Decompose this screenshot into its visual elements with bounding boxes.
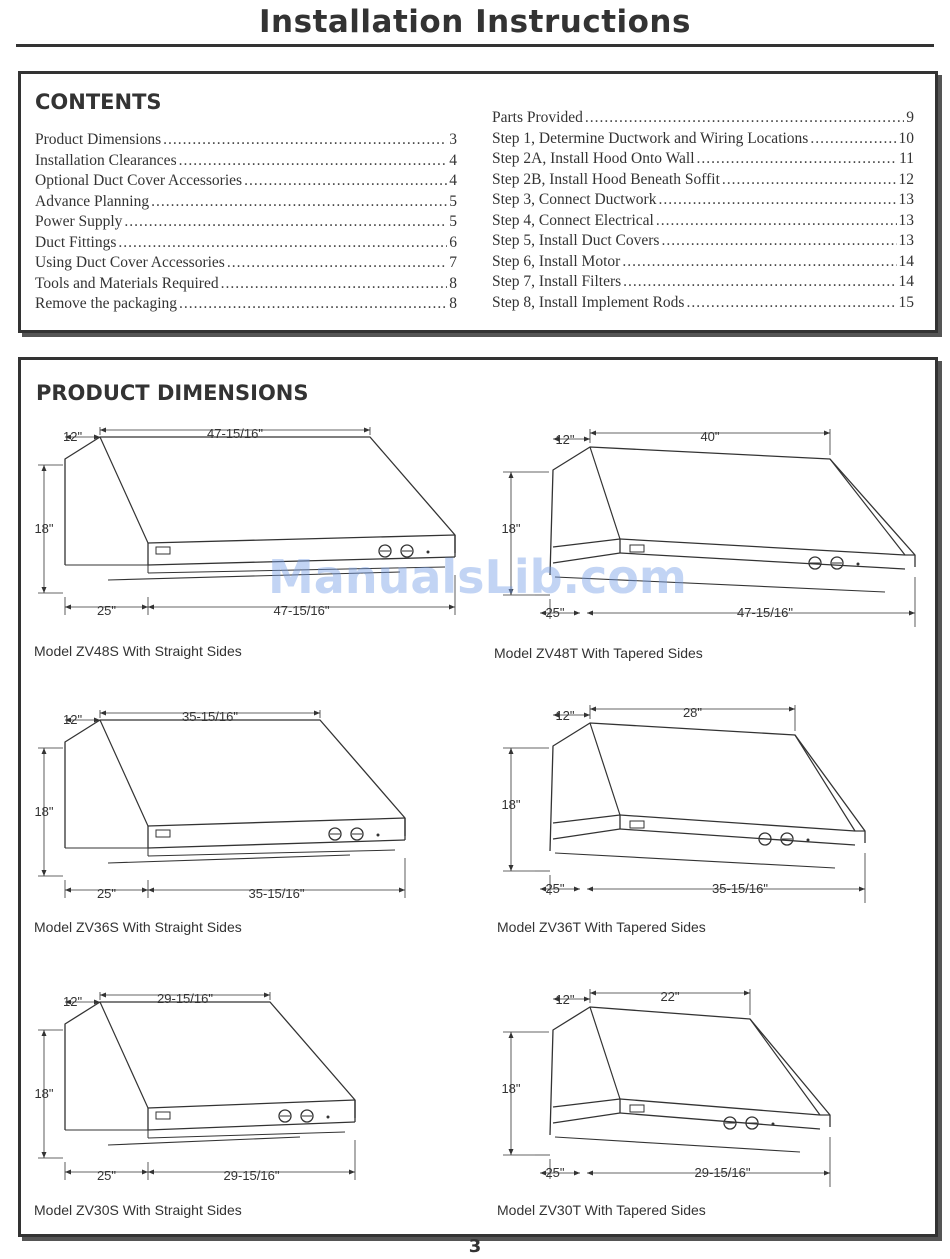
- page-number: 3: [468, 1236, 482, 1257]
- toc-item[interactable]: Advance Planning ..... 5: [35, 193, 457, 214]
- contents-box: [18, 71, 938, 333]
- dim-bottom-depth-line-arrow-right: [574, 611, 580, 616]
- dim-depth-label: 12": [555, 992, 575, 1007]
- toc-item[interactable]: Duct Fittings ..... 6: [35, 234, 457, 255]
- toc-item[interactable]: Step 8, Install Implement Rods ..... 15: [492, 294, 914, 315]
- toc-item[interactable]: Step 3, Connect Ductwork ..... 13: [492, 191, 914, 212]
- caption-zv30t: Model ZV30T With Tapered Sides: [497, 1202, 706, 1218]
- toc-item[interactable]: Step 5, Install Duct Covers ..... 13: [492, 232, 914, 253]
- dim-bottom-depth-line-arrow-right: [142, 1170, 148, 1175]
- hood-front-bottom: [148, 1122, 355, 1130]
- dim-bottom-width-label: 35-15/16": [248, 886, 305, 901]
- hood-edge: [100, 1002, 148, 1108]
- dim-height-line-arrow-top: [509, 1032, 514, 1038]
- dim-bottom-width-line-arrow-left: [148, 1170, 154, 1175]
- hood-edge-right: [795, 735, 855, 831]
- dim-bottom-width-line-arrow-left: [148, 888, 154, 893]
- caption-zv30s: Model ZV30S With Straight Sides: [34, 1202, 242, 1218]
- dim-bottom-depth-line-arrow-right: [142, 888, 148, 893]
- toc-item[interactable]: Step 7, Install Filters ..... 14: [492, 273, 914, 294]
- dim-height-label: 18": [501, 797, 521, 812]
- toc-item[interactable]: Power Supply ..... 5: [35, 213, 457, 234]
- dim-depth-line-arrow-right: [584, 997, 590, 1002]
- indicator-light: [327, 1116, 330, 1119]
- dim-height-line-arrow-top: [42, 748, 47, 754]
- caption-zv48t: Model ZV48T With Tapered Sides: [494, 645, 703, 661]
- hood-front-bottom: [148, 840, 405, 848]
- dim-width-line-arrow-left: [100, 711, 106, 716]
- dim-bottom-depth-label: 25": [545, 1165, 565, 1180]
- hood-front-bottom: [620, 829, 855, 845]
- hood-edge-right: [750, 1019, 820, 1115]
- hood-edge-lower: [553, 1113, 620, 1123]
- dim-depth-label: 12": [555, 432, 575, 447]
- dim-bottom-width-label: 47-15/16": [737, 605, 793, 620]
- dim-width-line-arrow-right: [364, 428, 370, 433]
- dim-width-line-arrow-right: [264, 993, 270, 998]
- hood-edge-bottom-left: [553, 539, 620, 547]
- toc-item[interactable]: Optional Duct Cover Accessories ..... 4: [35, 172, 457, 193]
- toc-item[interactable]: Step 6, Install Motor ..... 14: [492, 253, 914, 274]
- toc-right: [492, 109, 914, 314]
- dim-bottom-width-label: 29-15/16": [223, 1168, 280, 1183]
- dim-width-line-arrow-left: [590, 991, 596, 996]
- toc-item[interactable]: Step 4, Connect Electrical ..... 13: [492, 212, 914, 233]
- toc-item[interactable]: Tools and Materials Required ..... 8: [35, 275, 457, 296]
- dim-bottom-depth-label: 25": [96, 886, 117, 901]
- diagram-zv48t: [495, 427, 895, 637]
- dim-bottom-width-line-arrow-left: [148, 605, 154, 610]
- dim-width-line-arrow-right: [314, 711, 320, 716]
- dim-width-line-arrow-right: [789, 707, 795, 712]
- indicator-light: [857, 563, 860, 566]
- hood-edge: [100, 437, 148, 543]
- diagram-zv36s: [30, 708, 430, 918]
- diagram-zv30s: [30, 990, 430, 1200]
- toc-item[interactable]: Remove the packaging ..... 8: [35, 295, 457, 316]
- hood-front-top: [148, 535, 455, 543]
- dim-depth-line-arrow-right: [584, 713, 590, 718]
- filter-rail: [108, 855, 350, 863]
- dim-bottom-depth-line-arrow-left: [65, 1170, 71, 1175]
- dim-bottom-width-label: 47-15/16": [273, 603, 330, 618]
- hood-front-bottom: [620, 1113, 820, 1129]
- toc-item[interactable]: Parts Provided ..... 9: [492, 109, 914, 130]
- dim-depth-label: 12": [63, 712, 83, 727]
- dim-bottom-width-label: 35-15/16": [712, 881, 768, 896]
- diagram-zv36t: [495, 703, 895, 913]
- dim-bottom-width-line-arrow-right: [349, 1170, 355, 1175]
- dim-bottom-depth-line-arrow-left: [65, 888, 71, 893]
- dim-bottom-depth-label: 25": [96, 1168, 117, 1183]
- dim-height-line-arrow-bottom: [42, 870, 47, 876]
- dim-bottom-width-line-arrow-left: [587, 611, 593, 616]
- indicator-light: [377, 834, 380, 837]
- watermark: ManualsLib.com: [268, 550, 687, 604]
- hood-edge-bottom-left: [553, 815, 620, 823]
- dim-width-line-arrow-left: [100, 428, 106, 433]
- dim-width-line-arrow-left: [100, 993, 106, 998]
- hood-edge: [100, 720, 148, 826]
- dim-width-line-arrow-right: [744, 991, 750, 996]
- toc-item[interactable]: Installation Clearances ..... 4: [35, 152, 457, 173]
- dim-bottom-depth-line-arrow-left: [65, 605, 71, 610]
- dim-height-line-arrow-bottom: [509, 865, 514, 871]
- hood-edge-bottom-left: [553, 1099, 620, 1107]
- diagram-zv30t: [495, 987, 895, 1197]
- hood-front-top: [148, 1100, 355, 1108]
- dim-width-label: 35-15/16": [182, 709, 238, 724]
- dim-height-label: 18": [34, 804, 54, 819]
- dim-width-line-arrow-left: [590, 431, 596, 436]
- brand-badge: [156, 1112, 170, 1119]
- dim-height-label: 18": [501, 521, 521, 536]
- hood-edge-left: [590, 723, 620, 815]
- filter-rail: [555, 853, 835, 868]
- dim-height-line-arrow-bottom: [42, 1152, 47, 1158]
- hood-front-top: [620, 815, 855, 831]
- dim-width-line-arrow-right: [824, 431, 830, 436]
- dim-bottom-depth-line-arrow-right: [574, 887, 580, 892]
- hood-edge-lower: [553, 829, 620, 839]
- dim-width-label: 47-15/16": [207, 426, 263, 441]
- dim-bottom-depth-label: 25": [545, 881, 565, 896]
- toc-item[interactable]: Step 1, Determine Ductwork and Wiring Locations ..... 10: [492, 130, 914, 151]
- dim-width-label: 22": [660, 989, 680, 1004]
- caption-zv36t: Model ZV36T With Tapered Sides: [497, 919, 706, 935]
- dim-bottom-width-line-arrow-left: [587, 1171, 593, 1176]
- filter-rail: [555, 1137, 800, 1152]
- dim-height-line-arrow-top: [42, 465, 47, 471]
- page-title: Installation Instructions: [259, 4, 691, 40]
- hood-front-top: [620, 1099, 820, 1115]
- dim-height-label: 18": [34, 1086, 54, 1101]
- dim-height-line-arrow-top: [509, 472, 514, 478]
- hood-front-top: [148, 818, 405, 826]
- filter-rail: [148, 850, 395, 856]
- dim-depth-line-arrow-right: [584, 437, 590, 442]
- dim-depth-label: 12": [63, 994, 83, 1009]
- dim-bottom-depth-line-arrow-right: [574, 1171, 580, 1176]
- dim-height-label: 18": [501, 1081, 521, 1096]
- hood-edge-left: [590, 1007, 620, 1099]
- toc-item[interactable]: Product Dimensions ..... 3: [35, 131, 457, 152]
- indicator-light: [807, 839, 810, 842]
- brand-badge: [630, 821, 644, 828]
- dim-width-label: 40": [700, 429, 720, 444]
- dim-width-line-arrow-left: [590, 707, 596, 712]
- brand-badge: [156, 830, 170, 837]
- toc-item[interactable]: Step 2B, Install Hood Beneath Soffit ..... 12: [492, 171, 914, 192]
- dimensions-heading: PRODUCT DIMENSIONS: [36, 381, 309, 405]
- toc-left: [35, 131, 457, 316]
- brand-badge: [156, 547, 170, 554]
- dim-height-line-arrow-top: [42, 1030, 47, 1036]
- dim-width-label: 29-15/16": [157, 991, 213, 1006]
- filter-rail: [108, 1137, 300, 1145]
- dim-height-line-arrow-bottom: [509, 1149, 514, 1155]
- brand-badge: [630, 1105, 644, 1112]
- dim-height-label: 18": [34, 521, 54, 536]
- dim-height-line-arrow-bottom: [42, 587, 47, 593]
- dim-bottom-depth-label: 25": [545, 605, 565, 620]
- contents-heading: CONTENTS: [35, 90, 162, 114]
- dim-bottom-depth-label: 25": [96, 603, 117, 618]
- dim-depth-label: 12": [63, 429, 83, 444]
- dim-width-label: 28": [682, 705, 703, 720]
- filter-rail: [148, 1132, 345, 1138]
- dim-bottom-width-line-arrow-left: [587, 887, 593, 892]
- toc-item[interactable]: Using Duct Cover Accessories ..... 7: [35, 254, 457, 275]
- hood-edge-left: [590, 447, 620, 539]
- toc-item[interactable]: Step 2A, Install Hood Onto Wall ..... 11: [492, 150, 914, 171]
- caption-zv36s: Model ZV36S With Straight Sides: [34, 919, 242, 935]
- dim-bottom-width-line-arrow-right: [824, 1171, 830, 1176]
- dim-depth-label: 12": [555, 708, 575, 723]
- dim-bottom-width-label: 29-15/16": [694, 1165, 751, 1180]
- dim-height-line-arrow-top: [509, 748, 514, 754]
- dim-bottom-depth-line-arrow-right: [142, 605, 148, 610]
- caption-zv48s: Model ZV48S With Straight Sides: [34, 643, 242, 659]
- indicator-light: [772, 1123, 775, 1126]
- hood-outline: [65, 437, 455, 565]
- dim-bottom-width-line-arrow-right: [859, 887, 865, 892]
- hood-edge-right: [830, 459, 905, 555]
- dim-bottom-width-line-arrow-right: [399, 888, 405, 893]
- title-rule: [16, 44, 934, 47]
